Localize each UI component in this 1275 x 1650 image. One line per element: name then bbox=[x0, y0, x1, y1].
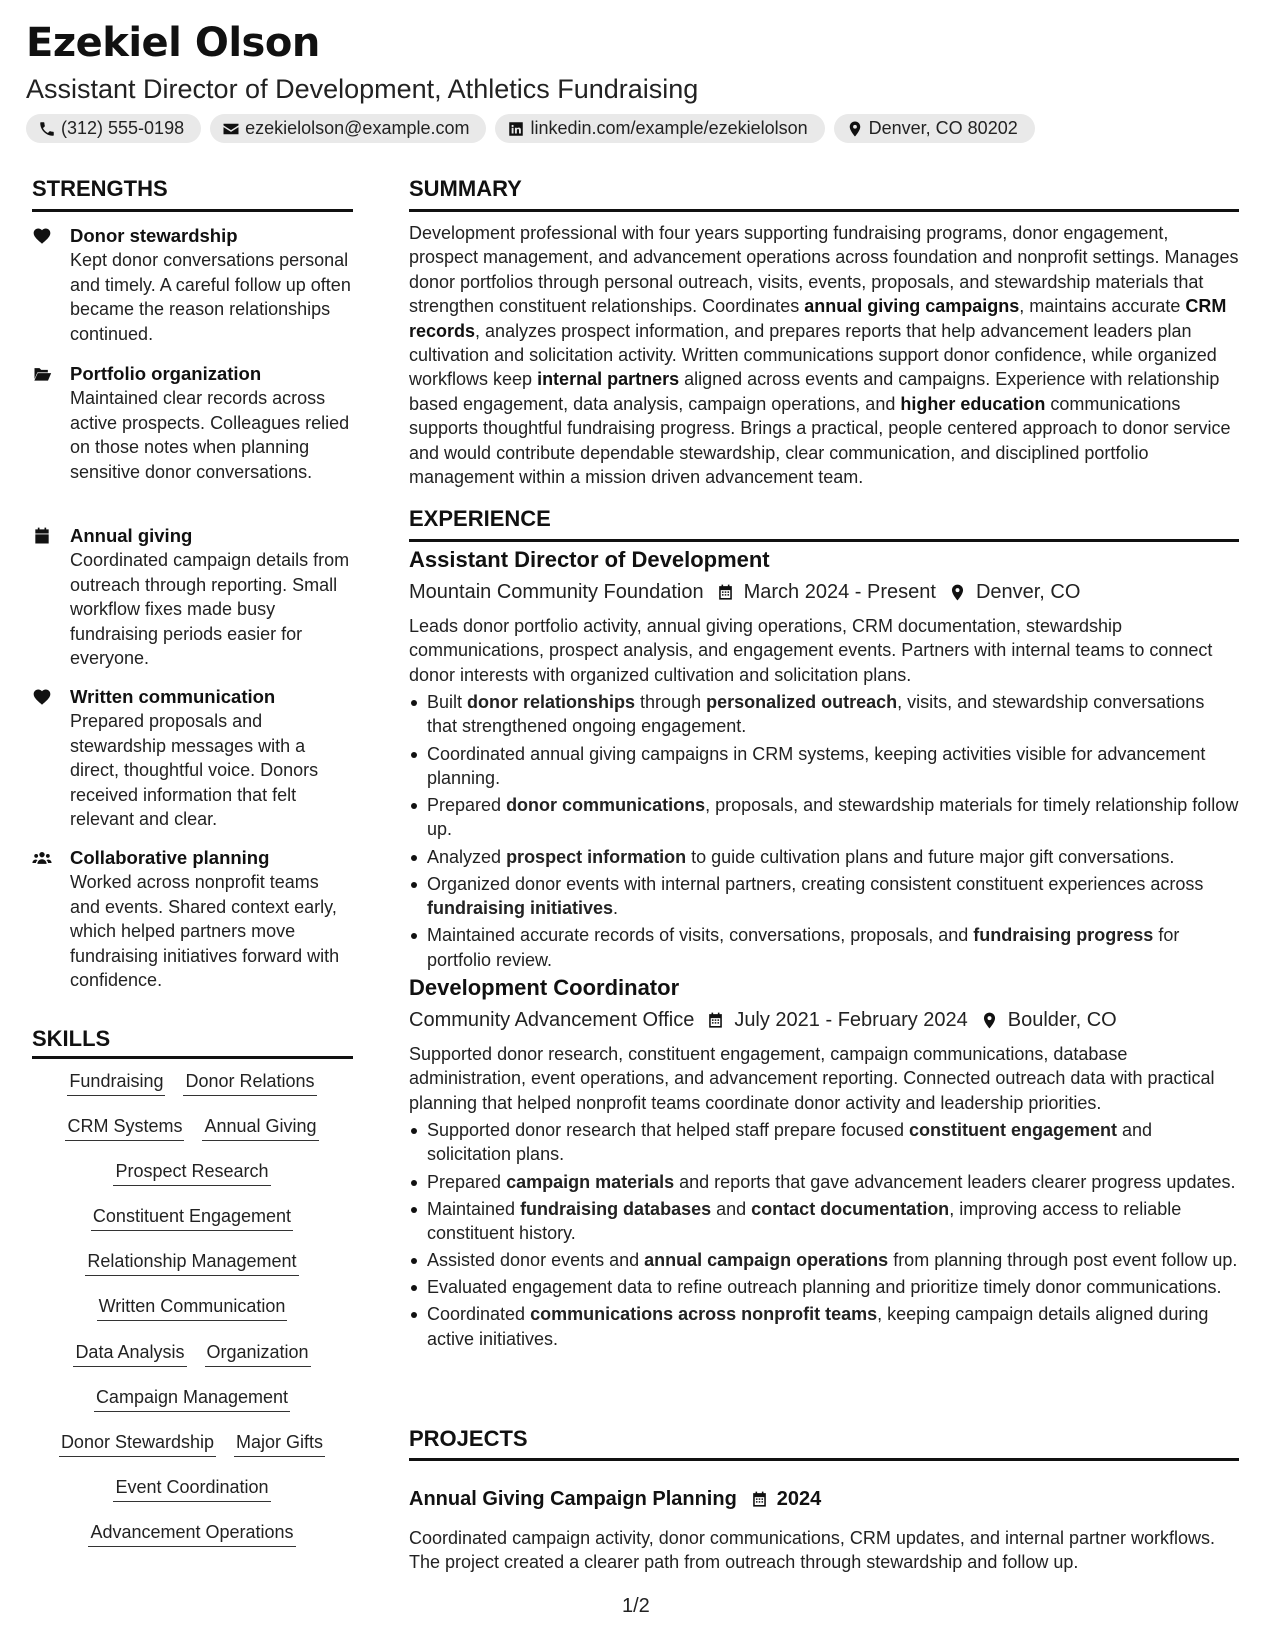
skill-tag: Advancement Operations bbox=[88, 1520, 295, 1547]
skill-tag: Event Coordination bbox=[113, 1475, 270, 1502]
job-meta bbox=[409, 581, 1080, 604]
linkedin-icon bbox=[507, 120, 525, 138]
emphasis-text: donor communications bbox=[506, 795, 706, 815]
bullet-item: Coordinated communications across nonprofit teams, keeping campaign details aligned during active initiatives. bbox=[409, 1302, 1239, 1351]
bullet-item: Prepared campaign materials and reports that gave advancement leaders clearer progress updates. bbox=[409, 1170, 1239, 1194]
job-dates: July 2021 - February 2024 bbox=[734, 1009, 968, 1031]
job-summary: Leads donor portfolio activity, annual giving operations, CRM documentation, stewardship communications, prospect analysis, and engagement events. Partners with internal teams to connect donor interests with organized cultivation and solicitation plans. bbox=[409, 616, 1213, 685]
emphasis-text: annual campaign operations bbox=[644, 1250, 889, 1271]
contact-phone[interactable] bbox=[26, 114, 201, 143]
strength-item bbox=[32, 224, 352, 346]
strength-desc: Maintained clear records across active prospects. Colleagues relied on those notes when planning sensitive donor conversations. bbox=[70, 388, 350, 482]
strength-desc: Coordinated campaign details from outreach through reporting. Small workflow fixes made busy fundraising periods easier for everyone. bbox=[70, 550, 350, 668]
summary-heading: SUMMARY bbox=[409, 176, 522, 201]
skills-divider bbox=[32, 1056, 353, 1059]
location-pin-icon bbox=[948, 583, 967, 602]
emphasis-text: constituent engagement bbox=[909, 1120, 1118, 1140]
emphasis-text: communications across nonprofit teams bbox=[530, 1304, 878, 1325]
contact-linkedin[interactable] bbox=[495, 114, 824, 143]
skill-tag: Donor Relations bbox=[183, 1069, 316, 1096]
strength-item bbox=[32, 524, 352, 671]
strengths-heading: STRENGTHS bbox=[32, 176, 168, 201]
job-meta bbox=[409, 1009, 1117, 1032]
candidate-title: Assistant Director of Development, Athletics Fundraising bbox=[26, 74, 699, 104]
skill-tag: Organization bbox=[205, 1340, 311, 1367]
calendar-icon bbox=[716, 583, 735, 602]
summary-divider bbox=[409, 209, 1239, 212]
bullet-item: Supported donor research that helped staff prepare focused constituent engagement and solicitation plans. bbox=[409, 1118, 1239, 1167]
emphasis-text: prospect information bbox=[506, 846, 687, 867]
job-company: Mountain Community Foundation bbox=[409, 581, 704, 603]
project-desc: Coordinated campaign activity, donor communications, CRM updates, and internal partner workflows. The project created a clearer path from outreach through stewardship and follow up. bbox=[409, 1528, 1216, 1573]
bullet-item: Maintained accurate records of visits, conversations, proposals, and fundraising progress for portfolio review. bbox=[409, 923, 1239, 972]
job-dates: March 2024 - Present bbox=[743, 581, 936, 603]
experience-divider bbox=[409, 539, 1239, 542]
page-number: 1/2 bbox=[622, 1595, 650, 1617]
job-bullets bbox=[409, 1118, 1239, 1354]
contact-email-text: ezekielolson@example.com bbox=[245, 118, 470, 138]
job-title: Assistant Director of Development bbox=[409, 547, 770, 572]
emphasis-text: higher education bbox=[900, 393, 1046, 414]
emphasis-text: fundraising initiatives bbox=[427, 898, 614, 918]
candidate-name: Ezekiel Olson bbox=[26, 20, 320, 66]
job-bullets bbox=[409, 690, 1239, 975]
strength-title: Written communication bbox=[70, 686, 276, 707]
strength-desc: Worked across nonprofit teams and events. Shared context early, which helped partners move fundraising initiatives forward with confidence. bbox=[70, 872, 340, 990]
calendar-icon bbox=[32, 526, 54, 546]
skill-tag: Written Communication bbox=[97, 1294, 288, 1321]
location-pin-icon bbox=[980, 1011, 999, 1030]
contact-location bbox=[834, 114, 1035, 143]
skill-tag: Data Analysis bbox=[73, 1340, 186, 1367]
strength-title: Collaborative planning bbox=[70, 847, 270, 868]
location-pin-icon bbox=[846, 120, 864, 138]
skill-tag: CRM Systems bbox=[65, 1114, 184, 1141]
bullet-item: Built donor relationships through personalized outreach, visits, and stewardship conversations that strengthened ongoing engagement. bbox=[409, 690, 1239, 739]
strength-title: Donor stewardship bbox=[70, 225, 238, 246]
project-title: Annual Giving Campaign Planning bbox=[409, 1488, 737, 1510]
emphasis-text: campaign materials bbox=[506, 1171, 675, 1192]
projects-divider bbox=[409, 1458, 1239, 1461]
users-icon bbox=[32, 848, 54, 868]
emphasis-text: donor relationships bbox=[467, 692, 636, 712]
emphasis-text: personalized outreach bbox=[706, 692, 898, 712]
job-summary: Supported donor research, constituent engagement, campaign communications, database administration, event operations, and advancement reporting. Connected outreach data with practical planning that helped nonprofit teams coordinate donor activity and leadership priorities. bbox=[409, 1044, 1215, 1113]
strength-title: Portfolio organization bbox=[70, 363, 262, 384]
strength-desc: Prepared proposals and stewardship messages with a direct, thoughtful voice. Donors received information that felt relevant and clear. bbox=[70, 711, 319, 829]
strength-item bbox=[32, 362, 352, 484]
calendar-icon bbox=[750, 1490, 769, 1509]
skill-tag: Constituent Engagement bbox=[91, 1204, 293, 1231]
job-location: Boulder, CO bbox=[1007, 1009, 1117, 1031]
emphasis-text: CRM records bbox=[409, 296, 1227, 341]
experience-heading: EXPERIENCE bbox=[409, 506, 551, 531]
strength-title: Annual giving bbox=[70, 525, 193, 546]
summary-text: Development professional with four years supporting fundraising programs, donor engagement, prospect management, and advancement operations across foundation and nonprofit settings. Manages donor portfolios through personal outreach, visits, events, proposals, and stewardship materials that strengthen constituent relationships. Coordinates annual giving campaigns, maintains accurate CRM records, analyzes prospect information, and prepares reports that help advancement leaders plan cultivation and solicitation activity. Written communications support donor confidence, while organized workflows keep internal partners aligned across events and campaigns. Experience with relationship based engagement, data analysis, campaign operations, and higher education communications supports thoughtful fundraising progress. Brings a practical, people centered approach to donor service and would contribute dependable stewardship, clear communication, and disciplined portfolio management within a mission driven advancement team. bbox=[409, 223, 1239, 488]
skills-heading: SKILLS bbox=[32, 1026, 111, 1051]
skill-tag: Donor Stewardship bbox=[59, 1430, 216, 1457]
calendar-icon bbox=[706, 1011, 725, 1030]
strength-item bbox=[32, 685, 352, 832]
emphasis-text: internal partners bbox=[537, 369, 680, 390]
contact-phone-text: (312) 555-0198 bbox=[61, 118, 185, 138]
bullet-item: Analyzed prospect information to guide cultivation plans and future major gift conversations. bbox=[409, 845, 1239, 869]
projects-heading: PROJECTS bbox=[409, 1426, 528, 1451]
bullet-item: Prepared donor communications, proposals, and stewardship materials for timely relationship follow up. bbox=[409, 793, 1239, 842]
skill-tag: Major Gifts bbox=[234, 1430, 325, 1457]
bullet-item: Coordinated annual giving campaigns in CRM systems, keeping activities visible for advancement planning. bbox=[409, 742, 1239, 791]
emphasis-text: annual giving campaigns bbox=[804, 296, 1020, 317]
emphasis-text: contact documentation bbox=[751, 1198, 950, 1219]
contact-location-text: Denver, CO 80202 bbox=[868, 118, 1018, 138]
skill-tag: Campaign Management bbox=[94, 1385, 290, 1412]
heart-icon bbox=[32, 687, 54, 707]
envelope-icon bbox=[222, 120, 240, 138]
strengths-divider bbox=[32, 209, 353, 212]
skill-tag: Prospect Research bbox=[113, 1159, 270, 1186]
strength-desc: Kept donor conversations personal and timely. A careful follow up often became the reason relationships continued. bbox=[70, 250, 351, 344]
skill-tag: Annual Giving bbox=[202, 1114, 318, 1141]
heart-icon bbox=[32, 226, 54, 246]
skills-list bbox=[32, 1069, 352, 1565]
job-title: Development Coordinator bbox=[409, 975, 680, 1000]
bullet-item: Maintained fundraising databases and contact documentation, improving access to reliable constituent history. bbox=[409, 1197, 1239, 1246]
project-year: 2024 bbox=[776, 1488, 822, 1510]
strength-item bbox=[32, 846, 352, 993]
folder-open-icon bbox=[32, 364, 54, 384]
job-company: Community Advancement Office bbox=[409, 1009, 695, 1031]
project-header bbox=[409, 1488, 821, 1511]
emphasis-text: fundraising databases bbox=[520, 1198, 712, 1219]
contact-email[interactable] bbox=[210, 114, 486, 143]
emphasis-text: fundraising progress bbox=[973, 925, 1154, 946]
job-location: Denver, CO bbox=[975, 581, 1081, 603]
phone-icon bbox=[38, 120, 56, 138]
skill-tag: Fundraising bbox=[67, 1069, 165, 1096]
bullet-item: Assisted donor events and annual campaign operations from planning through post event follow up. bbox=[409, 1248, 1239, 1272]
contact-linkedin-text: linkedin.com/example/ezekielolson bbox=[530, 118, 808, 138]
contact-bar bbox=[26, 114, 1035, 143]
bullet-item: Evaluated engagement data to refine outreach planning and prioritize timely donor communications. bbox=[409, 1275, 1239, 1299]
skill-tag: Relationship Management bbox=[85, 1249, 298, 1276]
bullet-item: Organized donor events with internal partners, creating consistent constituent experiences across fundraising initiatives. bbox=[409, 872, 1239, 921]
